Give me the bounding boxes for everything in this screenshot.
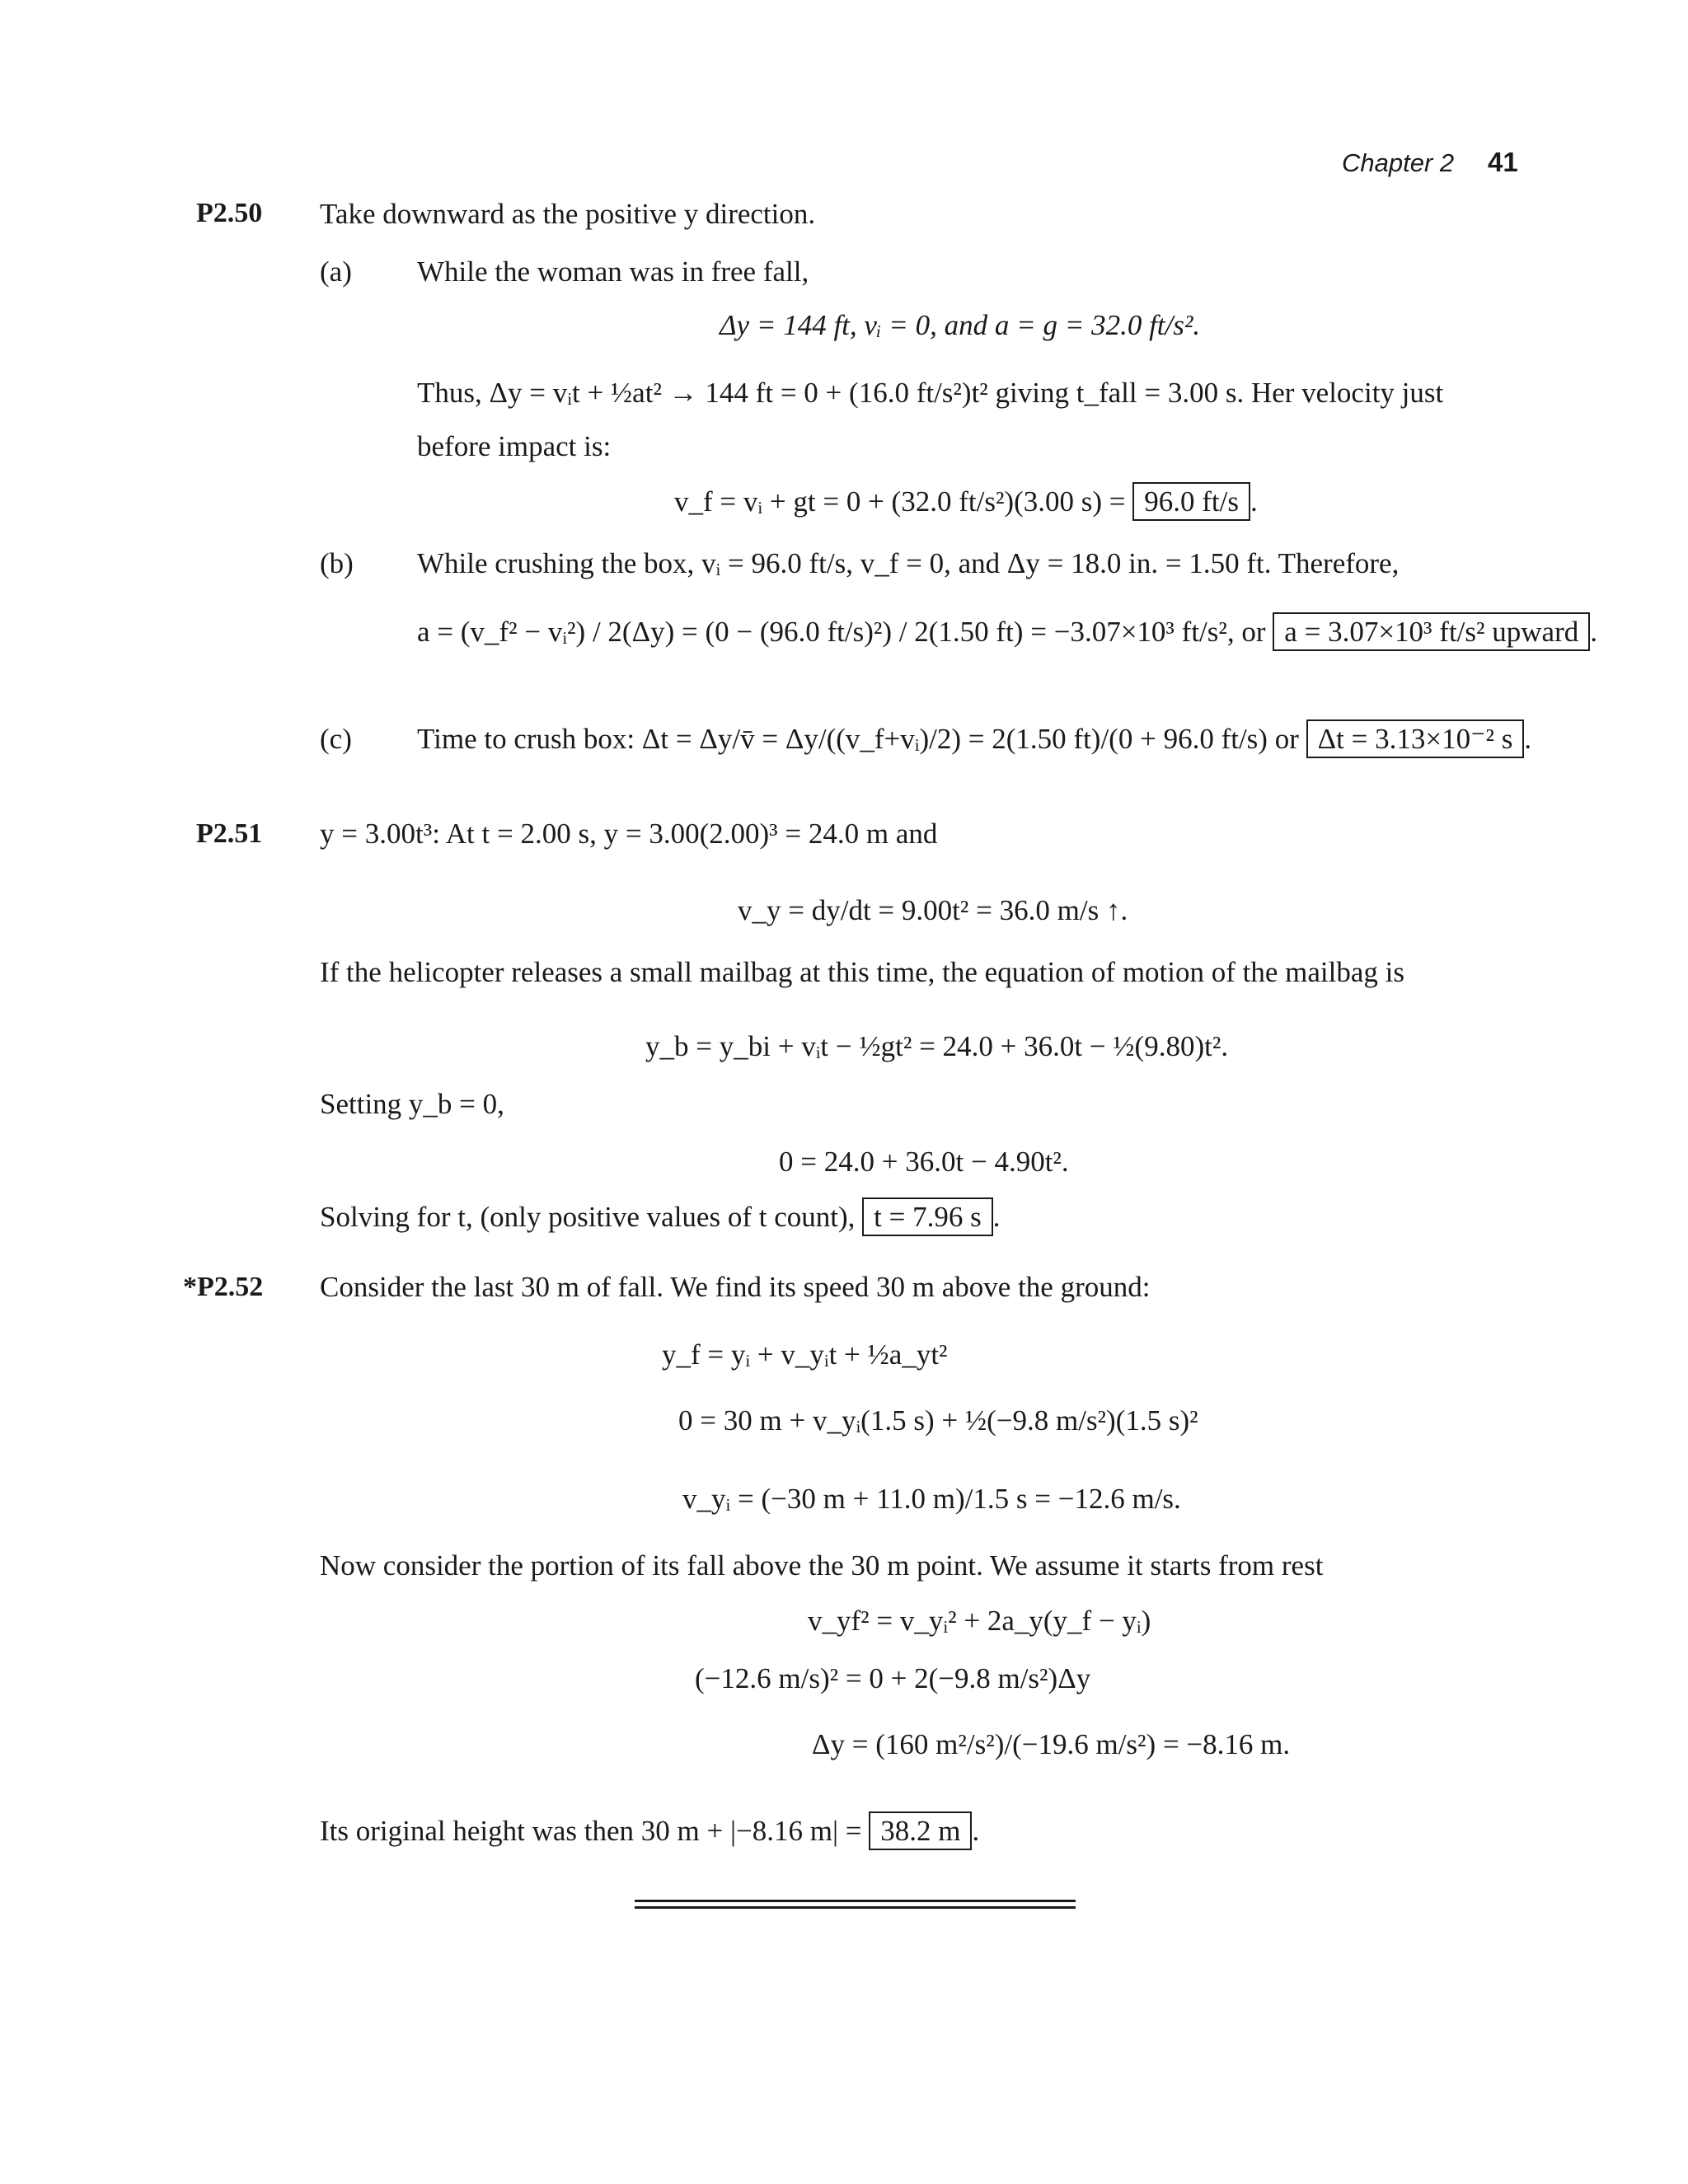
boxed-answer: 38.2 m: [869, 1811, 972, 1850]
boxed-answer: t = 7.96 s: [862, 1197, 993, 1236]
equation: Δy = (160 m²/s²)/(−19.6 m/s²) = −8.16 m.: [812, 1728, 1291, 1760]
paragraph-line: If the helicopter releases a small mailbag at this time, the equation of motion of the mailbag is: [320, 956, 1405, 988]
part-text: While crushing the box, vᵢ = 96.0 ft/s, v_f = 0, and Δy = 18.0 in. = 1.50 ft. Therefore,: [417, 547, 1400, 579]
problem-intro: Take downward as the positive y direction.: [320, 198, 816, 230]
paragraph-text: Its original height was then 30 m + |−8.16 m| =: [320, 1815, 862, 1847]
part-label: (a): [320, 255, 352, 288]
equation: a = (v_f² − vᵢ²) / 2(Δy) = (0 − (96.0 ft/s)²) / 2(1.50 ft) = −3.07×10³ ft/s², or a = 3.07×10³ ft/s² upward .: [417, 614, 1597, 650]
equation: y_f = yᵢ + v_yᵢt + ½a_yt²: [662, 1338, 948, 1371]
boxed-answer: Δt = 3.13×10⁻² s: [1306, 719, 1525, 758]
paragraph-text: Solving for t, (only positive values of t count),: [320, 1201, 856, 1233]
page-number: 41: [1488, 147, 1518, 177]
section-divider: [635, 1900, 1076, 1902]
problem-intro: Consider the last 30 m of fall. We find its speed 30 m above the ground:: [320, 1271, 1151, 1303]
equation: y_b = y_bi + vᵢt − ½gt² = 24.0 + 36.0t − ½(9.80)t².: [645, 1030, 1229, 1062]
equation: 0 = 30 m + v_yᵢ(1.5 s) + ½(−9.8 m/s²)(1.5 s)²: [678, 1404, 1198, 1436]
equation: Δy = 144 ft, vᵢ = 0, and a = g = 32.0 ft/s².: [720, 309, 1201, 341]
boxed-answer: 96.0 ft/s: [1132, 482, 1250, 521]
paragraph-line: Solving for t, (only positive values of t count), t = 7.96 s .: [320, 1199, 1000, 1235]
boxed-answer: a = 3.07×10³ ft/s² upward: [1273, 612, 1590, 651]
paragraph-line: Now consider the portion of its fall above the 30 m point. We assume it starts from rest: [320, 1549, 1324, 1582]
equation: v_yᵢ = (−30 m + 11.0 m)/1.5 s = −12.6 m/s.: [682, 1483, 1181, 1515]
equation-text: a = (v_f² − vᵢ²) / 2(Δy) = (0 − (96.0 ft/s)²) / 2(1.50 ft) = −3.07×10³ ft/s², or: [417, 616, 1266, 648]
paragraph-line: Thus, Δy = vᵢt + ½at² → 144 ft = 0 + (16.0 ft/s²)t² giving t_fall = 3.00 s. Her velocity just: [417, 377, 1444, 409]
part-label: (c): [320, 723, 352, 755]
chapter-label: Chapter 2: [1342, 148, 1455, 177]
problem-id: *P2.52: [183, 1272, 264, 1302]
equation: v_y = dy/dt = 9.00t² = 36.0 m/s ↑.: [738, 894, 1128, 926]
part-text: While the woman was in free fall,: [417, 255, 809, 288]
equation: Time to crush box: Δt = Δy/v̄ = Δy/((v_f+vᵢ)/2) = 2(1.50 ft)/(0 + 96.0 ft/s) or Δt = 3.13×10⁻² s .: [417, 721, 1531, 757]
equation: (−12.6 m/s)² = 0 + 2(−9.8 m/s²)Δy: [695, 1662, 1091, 1694]
equation: 0 = 24.0 + 36.0t − 4.90t².: [779, 1146, 1069, 1178]
equation: y = 3.00t³: At t = 2.00 s, y = 3.00(2.00)³ = 24.0 m and: [320, 818, 938, 850]
paragraph-line: Its original height was then 30 m + |−8.16 m| = 38.2 m .: [320, 1813, 979, 1849]
equation-text: Time to crush box: Δt = Δy/v̄ = Δy/((v_f+vᵢ)/2) = 2(1.50 ft)/(0 + 96.0 ft/s) or: [417, 723, 1299, 755]
part-label: (b): [320, 547, 354, 579]
section-divider: [635, 1906, 1076, 1909]
problem-id: P2.50: [196, 198, 263, 228]
equation: v_f = vᵢ + gt = 0 + (32.0 ft/s²)(3.00 s) = 96.0 ft/s .: [674, 484, 1258, 520]
equation: v_yf² = v_yᵢ² + 2a_y(y_f − yᵢ): [808, 1605, 1151, 1637]
paragraph-line: Setting y_b = 0,: [320, 1088, 504, 1120]
problem-id: P2.51: [196, 818, 263, 849]
equation-text: v_f = vᵢ + gt = 0 + (32.0 ft/s²)(3.00 s) =: [674, 485, 1126, 518]
paragraph-line: before impact is:: [417, 430, 612, 462]
